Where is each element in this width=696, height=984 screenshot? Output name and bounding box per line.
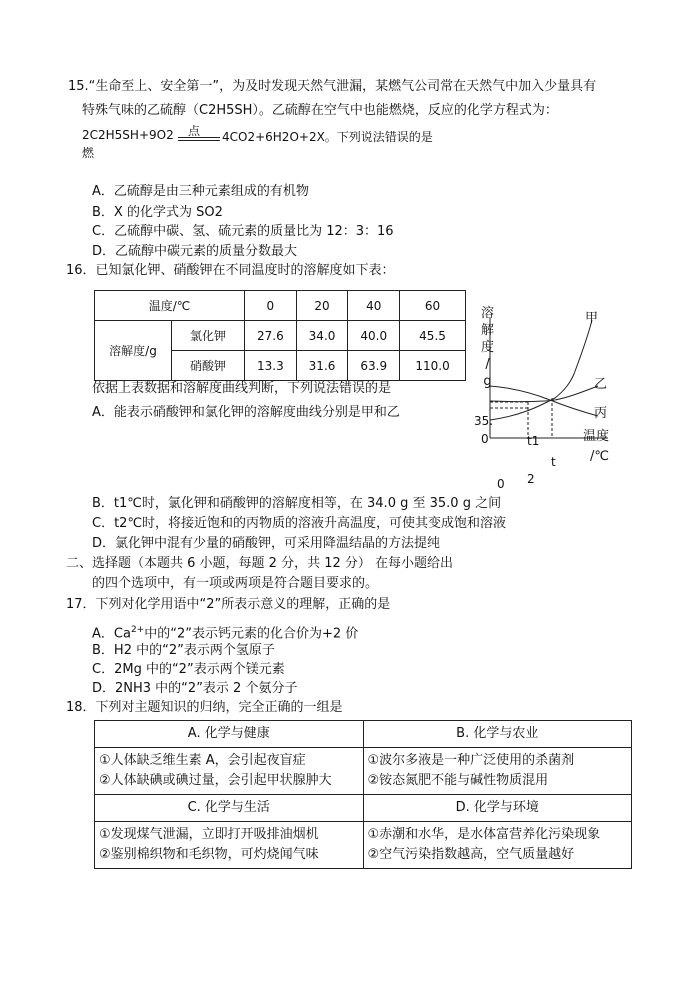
graph-y-tick-35: 35. [474,414,494,428]
q15-equation-right: 4CO2+6H2O+2X。下列说法错误的是 [222,130,433,144]
q15-equation-condition: 点 [188,124,201,138]
table-cell: 34.0 [296,321,348,351]
solubility-table [94,290,466,381]
q16-option-d: D．氯化钾中混有少量的硝酸钾，可采用降温结晶的方法提纯 [92,536,441,551]
table-cell: 110.0 [400,351,466,381]
graph-t2-subscript: 2 [527,472,535,486]
table-temp-cell: 0 [245,291,297,321]
q15-equation-left: 2C2H5SH+9O2 [82,128,174,142]
q17-option-c: C．2Mg 中的“2”表示两个镁元素 [92,662,285,677]
q18-stem: 18．下列对主题知识的归纳，完全正确的一组是 [66,700,343,715]
q15-option-d: D．乙硫醇中碳元素的质量分数最大 [92,244,298,259]
table-temp-cell: 40 [348,291,400,321]
q15-option-a: A．乙硫醇是由三种元素组成的有机物 [92,184,309,199]
cell-c-title: C. 化学与生活 [95,795,364,822]
q17-option-a: A．$Ca^{2+}$中的“2”表示钙元素的化合价为+2 价 [92,625,359,642]
graph-y-axis-label: 溶 解 度 / g [481,306,495,389]
curve-label-yi: 乙 [594,377,608,392]
table-cell: 13.3 [245,351,297,381]
table-cell: 63.9 [348,351,400,381]
q15-stem-line1: 15.“生命至上、安全第一”，为及时发现天然气泄漏，某燃气公司常在天然气中加入少量具有 [68,79,597,94]
q16-option-a: A．能表示硝酸钾和氯化钾的溶解度曲线分别是甲和乙 [92,405,400,420]
table-header-temperature: 温度/℃ [95,291,245,321]
table-cell: 27.6 [245,321,297,351]
q16-stem: 16．已知氯化钾、硝酸钾在不同温度时的溶解度如下表： [66,263,395,278]
q15-equation-arrow-line [178,140,220,141]
table-temp-cell: 60 [400,291,466,321]
table-cell: 40.0 [348,321,400,351]
curve-label-jia: 甲 [585,311,599,326]
table-temp-cell: 20 [296,291,348,321]
section2-heading-line1: 二、选择题（本题共 6 小题，每题 2 分，共 12 分） 在每小题给出 [66,556,454,571]
q15-stem-line2: 特殊气味的乙硫醇（C2H5SH）。乙硫醇在空气中也能燃烧，反应的化学方程式为： [82,103,558,118]
section2-heading-line2: 的四个选项中，有一项或两项是符合题目要求的。 [92,576,379,591]
table-cell: 31.6 [296,351,348,381]
table-cell: 45.5 [400,321,466,351]
cell-d-body: ①赤潮和水华，是水体富营养化污染现象 ②空气污染指数越高，空气质量越好 [363,822,632,869]
graph-y-tick-0: 0 [481,432,489,446]
q15-option-b: B．X 的化学式为 SO2 [92,205,223,220]
graph-t2-label: t [551,455,556,469]
table-row-name-kno3: 硝酸钾 [172,351,245,381]
cell-a-body: ①人体缺乏维生素 A，会引起夜盲症 ②人体缺碘或碘过量，会引起甲状腺肿大 [95,748,364,795]
cell-c-body: ①发现煤气泄漏，立即打开吸排油烟机 ②鉴别棉织物和毛织物，可灼烧闻气味 [95,822,364,869]
q16-option-b: B．t1℃时，氯化钾和硝酸钾的溶解度相等，在 34.0 g 至 35.0 g 之间 [92,496,502,511]
table-row-group-solubility: 溶解度/g [95,321,172,381]
q16-after-table: 依据上表数据和溶解度曲线判断，下列说法错误的是 [92,381,392,396]
q17-stem: 17．下列对化学用语中“2”所表示意义的理解，正确的是 [66,597,391,612]
graph-x-axis-unit: /℃ [590,449,609,464]
curve-jia [490,320,592,420]
graph-origin-label: 0 [497,477,505,491]
knowledge-table [94,720,632,869]
q15-option-c: C．乙硫醇中碳、氢、硫元素的质量比为 12：3：16 [92,224,394,239]
q17-option-d: D．2NH3 中的“2”表示 2 个氨分子 [92,681,298,696]
cell-b-body: ①波尔多液是一种广泛使用的杀菌剂 ②铵态氮肥不能与碱性物质混用 [363,748,632,795]
cell-d-title: D. 化学与环境 [363,795,632,822]
q15-equation-condition-bottom: 燃 [82,146,95,160]
table-row-name-kcl: 氯化钾 [172,321,245,351]
q16-option-c: C．t2℃时，将接近饱和的丙物质的溶液升高温度，可使其变成饱和溶液 [92,516,507,531]
q15-equation-arrow-line [178,137,220,138]
graph-x-axis-label: 温度 [583,429,610,444]
cell-b-title: B. 化学与农业 [363,721,632,748]
cell-a-title: A. 化学与健康 [95,721,364,748]
graph-t1-label: t1 [527,434,540,448]
curve-label-bing: 丙 [594,406,608,421]
q17-option-b: B．H2 中的“2”表示两个氢原子 [92,643,275,658]
